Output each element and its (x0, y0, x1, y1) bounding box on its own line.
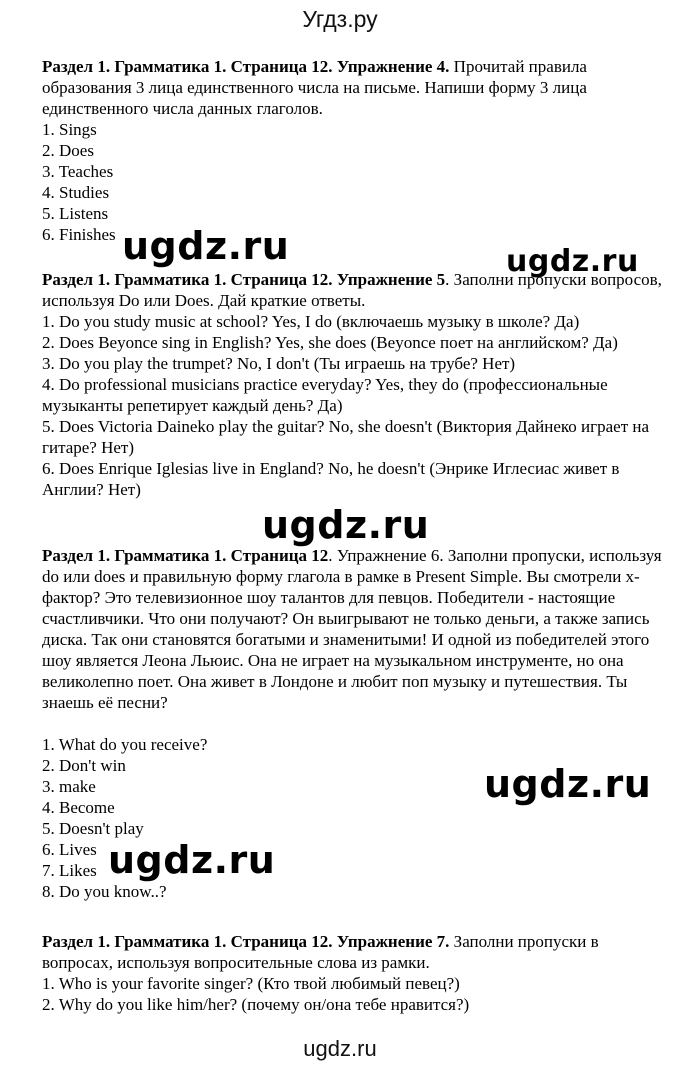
exercise-6-intro (42, 545, 662, 713)
watermark: ugdz.ru (108, 838, 276, 882)
exercise-5-task: . Заполни пропуски вопросов, используя Do или Does. Дай краткие ответы. (42, 270, 662, 310)
watermark: ugdz.ru (122, 224, 290, 268)
list-item: 5. Doesn't play (42, 819, 144, 838)
watermark: ugdz.ru (484, 762, 652, 806)
list-item: 3. Teaches (42, 162, 114, 181)
watermark: ugdz.ru (262, 503, 430, 547)
site-header: Угдз.ру (302, 6, 378, 32)
exercise-7-heading: Раздел 1. Грамматика 1. Страница 12. Упражнение 7. (42, 932, 450, 951)
list-item: 6. Finishes (42, 225, 116, 244)
exercise-4 (42, 56, 662, 245)
exercise-7 (42, 931, 662, 1015)
list-item: 2. Why do you like him/her? (почему он/она тебе нравится?) (42, 995, 470, 1014)
exercise-6-task: . Упражнение 6. Заполни пропуски, используя do или does и правильную форму глагола в рамке в Present Simple. Вы смотрели х-фактор? Это телевизионное шоу талантов для певцов. Победители - настоящие счастливчики. Что они получают? Он выигрывают не только деньги, а также запись диска. Так они становятся богатыми и знаменитыми! И одной из победителей этого шоу является Леона Льюис. Она не играет на музыкальном инструменте, но она великолепно поет. Она живет в Лондоне и любит поп музыку и путешествия. Ты знаешь её песни? (42, 546, 662, 712)
exercise-6-heading: Раздел 1. Грамматика 1. Страница 12 (42, 546, 329, 565)
watermark: ugdz.ru (506, 244, 639, 279)
list-item: 6. Does Enrique Iglesias live in England? No, he doesn't (Энрике Иглесиас живет в Англии? Нет) (42, 459, 620, 499)
list-item: 1. Sings (42, 120, 97, 139)
list-item: 1. What do you receive? (42, 735, 208, 754)
exercise-4-intro (42, 56, 662, 119)
list-item: 3. Do you play the trumpet? No, I don't (Ты играешь на трубе? Нет) (42, 354, 516, 373)
exercise-5-answers (42, 311, 662, 500)
list-item: 8. Do you know..? (42, 882, 167, 901)
exercise-5-heading: Раздел 1. Грамматика 1. Страница 12. Упражнение 5 (42, 270, 446, 289)
exercise-7-intro (42, 931, 662, 973)
exercise-7-task: Заполни пропуски в вопросах, используя вопросительные слова из рамки. (42, 932, 599, 972)
exercise-4-heading: Раздел 1. Грамматика 1. Страница 12. Упражнение 4. (42, 57, 450, 76)
list-item: 4. Do professional musicians practice everyday? Yes, they do (профессиональные музыканты репетирует каждый день? Да) (42, 375, 608, 415)
site-footer: ugdz.ru (303, 1036, 377, 1061)
list-item: 2. Does Beyonce sing in English? Yes, she does (Beyonce поет на английском? Да) (42, 333, 618, 352)
exercise-7-answers (42, 973, 662, 1015)
list-item: 4. Become (42, 798, 115, 817)
list-item: 5. Does Victoria Daineko play the guitar? No, she doesn't (Виктория Дайнеко играет на гитаре? Нет) (42, 417, 650, 457)
list-item: 2. Don't win (42, 756, 126, 775)
list-item: 2. Does (42, 141, 94, 160)
list-item: 5. Listens (42, 204, 109, 223)
exercise-4-task: Прочитай правила образования 3 лица единственного числа на письме. Напиши форму 3 лица единственного числа данных глаголов. (42, 57, 587, 118)
list-item: 4. Studies (42, 183, 110, 202)
list-item: 7. Likes (42, 861, 97, 880)
list-item: 3. make (42, 777, 96, 796)
exercise-5 (42, 269, 662, 500)
list-item: 6. Lives (42, 840, 97, 859)
list-item: 1. Who is your favorite singer? (Кто твой любимый певец?) (42, 974, 460, 993)
list-item: 1. Do you study music at school? Yes, I do (включаешь музыку в школе? Да) (42, 312, 580, 331)
